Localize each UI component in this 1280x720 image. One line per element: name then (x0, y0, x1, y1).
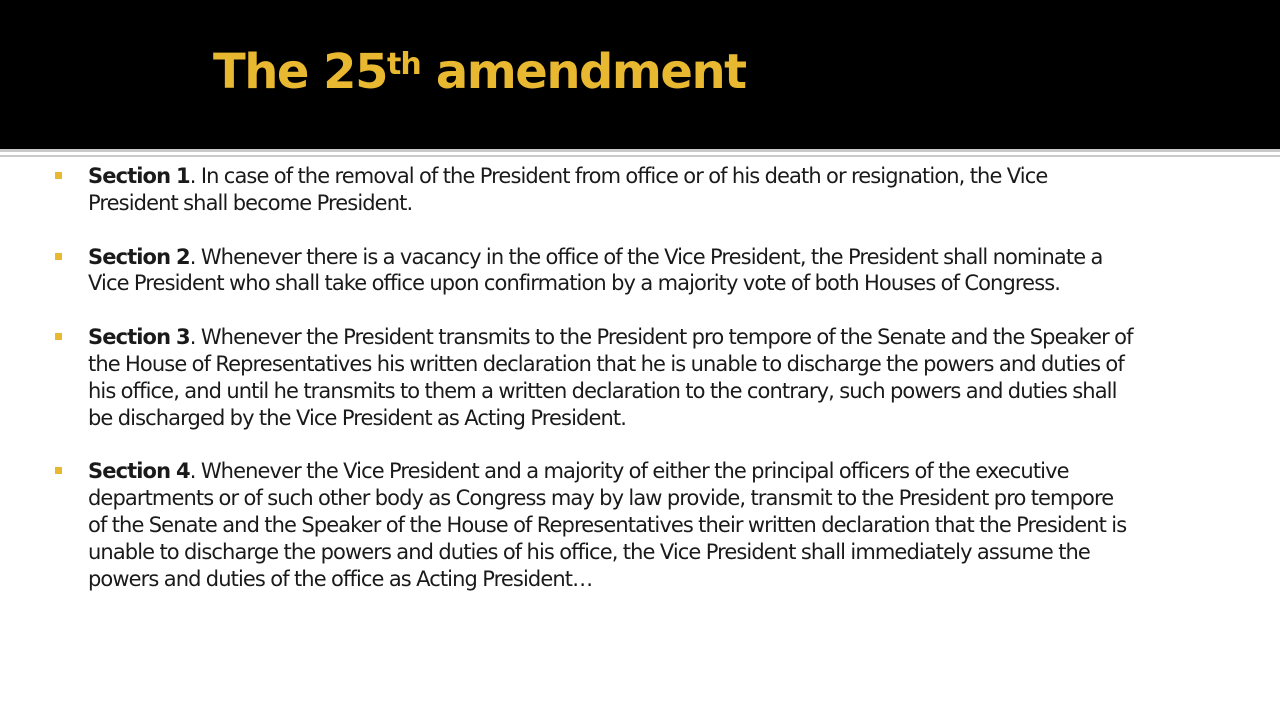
slide-title-rest: amendment (420, 44, 746, 100)
square-bullet-icon (55, 467, 62, 474)
title-bar (0, 0, 1280, 149)
bullet-section-3 (55, 324, 1135, 431)
slide-content (55, 163, 1135, 619)
section-text: . In case of the removal of the President from office or of his death or resignation, the Vice President shall become President. (88, 164, 1048, 215)
slide-title-main: The 25 (213, 44, 387, 100)
square-bullet-icon (55, 333, 62, 340)
section-label: Section 4 (88, 459, 190, 484)
slide-title (213, 36, 746, 115)
bullet-section-2 (55, 244, 1135, 298)
section-label: Section 3 (88, 325, 190, 350)
bullet-section-1 (55, 163, 1135, 217)
square-bullet-icon (55, 253, 62, 260)
section-text: . Whenever the President transmits to the President pro tempore of the Senate and the Speaker of the House of Representatives his written declaration that he is unable to discharge the powers and duties of his office, and until he transmits to them a written declaration to the contrary, such powers and duties shall be discharged by the Vice President as Acting President. (88, 325, 1133, 430)
section-label: Section 2 (88, 244, 190, 269)
slide-title-superscript: th (386, 47, 421, 82)
title-divider-bottom (0, 155, 1280, 157)
section-text: . Whenever there is a vacancy in the office of the Vice President, the President shall nominate a Vice President who shall take office upon confirmation by a majority vote of both Houses of Congress. (88, 244, 1103, 296)
section-text: . Whenever the Vice President and a majority of either the principal officers of the executive departments or of such other body as Congress may by law provide, transmit to the President pro tempore of the Senate and the Speaker of the House of Representatives their written declaration that the President is unable to discharge the powers and duties of his office, the Vice President shall immediately assume the powers and duties of the office as Acting President… (88, 459, 1127, 591)
title-divider-top (0, 149, 1280, 152)
bullet-section-4 (55, 458, 1135, 592)
section-label: Section 1 (88, 164, 190, 188)
square-bullet-icon (55, 172, 62, 179)
